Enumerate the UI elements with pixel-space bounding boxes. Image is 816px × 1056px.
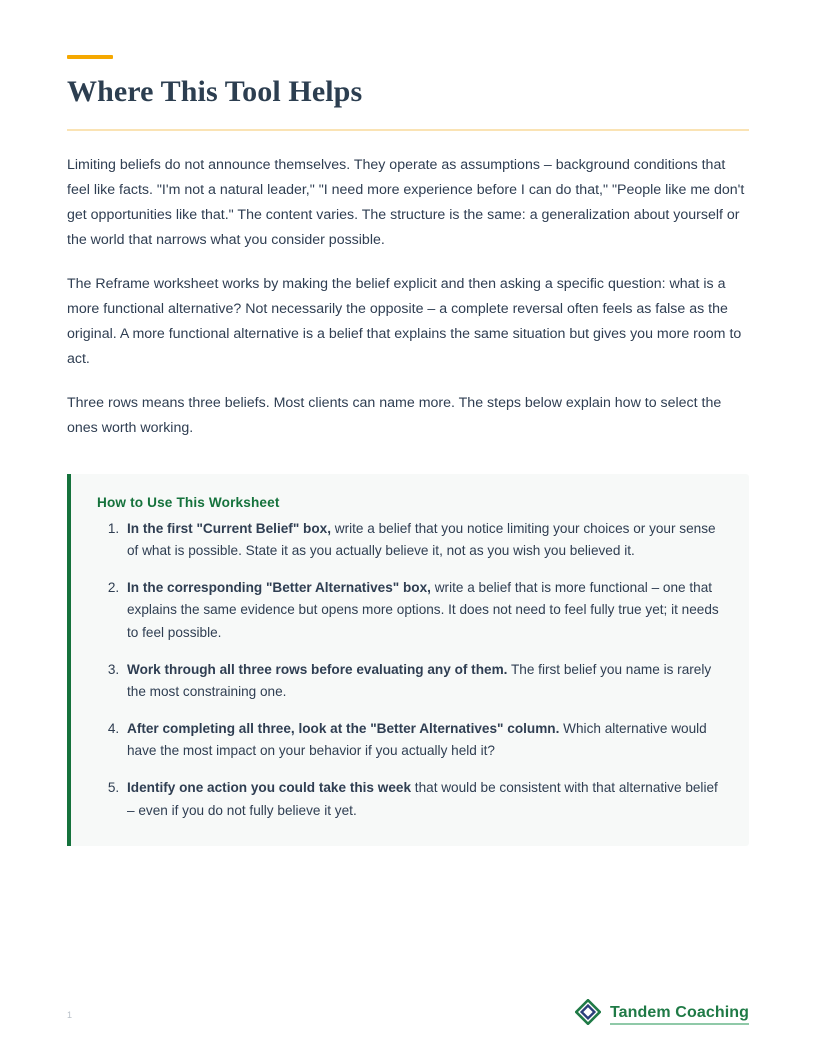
list-item <box>123 659 723 704</box>
page-content <box>67 0 749 846</box>
brand-name: Tandem Coaching <box>610 1003 749 1021</box>
step-body: Which alternative would have the most impact on your behavior if you actually held it? <box>127 720 707 759</box>
brand-underline <box>610 1023 749 1025</box>
step-lead: In the corresponding "Better Alternatives" box, <box>127 579 431 595</box>
instruction-steps-list <box>97 518 723 823</box>
step-body: The first belief you name is rarely the most constraining one. <box>127 661 712 700</box>
page-number: 1 <box>67 1010 73 1020</box>
brand-text-wrap <box>610 1004 749 1026</box>
intro-paragraph-3: Three rows means three beliefs. Most clients can name more. The steps below explain how to select the ones worth working. <box>67 394 722 436</box>
page-title: Where This Tool Helps <box>67 75 363 108</box>
step-lead: Work through all three rows before evaluating any of them. <box>127 661 508 677</box>
list-item <box>123 518 723 563</box>
list-item <box>123 577 723 645</box>
how-to-use-callout <box>67 474 749 847</box>
step-lead: After completing all three, look at the "Better Alternatives" column. <box>127 720 560 736</box>
diamond-logo-icon <box>575 999 601 1030</box>
page-footer <box>0 986 816 1056</box>
step-body: write a belief that is more functional – one that explains the same evidence but opens more options. It does not need to feel fully true yet; it needs to feel possible. <box>127 579 719 640</box>
step-body: write a belief that you notice limiting your choices or your sense of what is possible. State it as you actually believe it, not as you wish you believed it. <box>127 520 716 559</box>
step-lead: In the first "Current Belief" box, <box>127 520 331 536</box>
intro-paragraph-1: Limiting beliefs do not announce themselves. They operate as assumptions – background conditions that feel like facts. "I'm not a natural leader," "I need more experience before I can do that," "People like me don't get opportunities like that." The content varies. The structure is the same: a generalization about yourself or the world that narrows what you consider possible. <box>67 156 745 248</box>
list-item <box>123 777 723 822</box>
title-divider <box>67 129 749 131</box>
title-accent-bar <box>67 55 113 59</box>
list-item <box>123 718 723 763</box>
callout-heading: How to Use This Worksheet <box>97 494 280 510</box>
step-lead: Identify one action you could take this week <box>127 779 412 795</box>
step-body: that would be consistent with that alternative belief – even if you do not fully believe it yet. <box>127 779 718 818</box>
brand-logo <box>575 999 749 1030</box>
intro-paragraph-2: The Reframe worksheet works by making the belief explicit and then asking a specific question: what is a more functional alternative? Not necessarily the opposite – a complete reversal often feels as false as the original. A more functional alternative is a belief that explains the same situation but gives you more room to act. <box>67 275 742 367</box>
